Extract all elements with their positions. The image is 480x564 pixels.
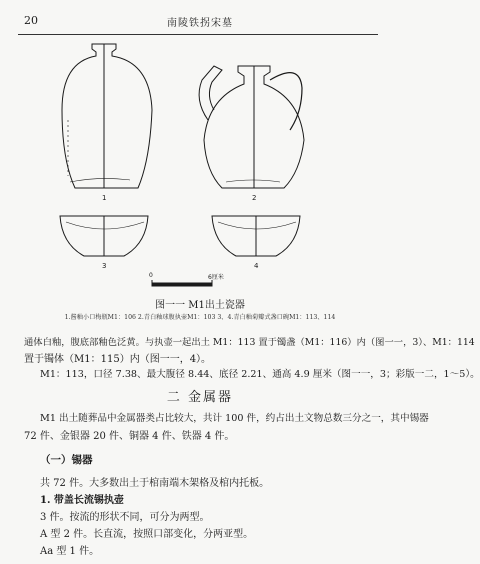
paragraph-3-line-1: M1 出土随葬品中金属器类占比较大，共计 100 件，约占出土文物总数三分之一，其中锡器 (40, 413, 429, 424)
vase-drawing (62, 44, 152, 188)
figure-illustration (0, 0, 400, 295)
section-heading: 二 金属器 (166, 390, 234, 405)
item-1-title: 1. 带盖长流锡执壶 (40, 495, 124, 506)
item-1-line-3: Aa 型 1 件。 (40, 546, 100, 557)
page-number: 20 (24, 14, 38, 27)
running-header: 南陵铁拐宋墓 (167, 18, 233, 29)
paragraph-2: M1：113，口径 7.38、最大腹径 8.44、底径 2.21、通高 4.9 厘米（图一一，3；彩版一二，1～5）。 (40, 369, 480, 380)
subsection-heading: （一）锡器 (40, 454, 93, 466)
paragraph-4: 共 72 件。大多数出土于棺南端木架格及棺内托板。 (40, 478, 270, 489)
item-1-line-1: 3 件。按流的形状不同，可分为两型。 (40, 512, 210, 523)
ewer-drawing (199, 66, 304, 188)
bowl-drawing-3 (60, 216, 148, 256)
figure-caption: 图一一 M1出土瓷器 (155, 300, 245, 311)
figure-number-2: 2 (252, 194, 257, 202)
figure-number-4: 4 (254, 262, 259, 270)
scale-bar (152, 280, 212, 286)
item-1-line-2: A 型 2 件。长直流，按照口部变化，分两亚型。 (40, 529, 254, 540)
bowl-drawing-4 (212, 216, 300, 256)
paragraph-1-line-2: 置于镯体（M1：115）内（图一一，4）。 (24, 354, 212, 365)
figure-sub-caption: 1.酱釉小口梅瓶M1：106 2.青白釉球腹执壶M1：103 3、4.青白釉菊瓣式盏口碗M1：113、114 (64, 314, 336, 321)
scale-label-zero: 0 (149, 272, 153, 279)
paragraph-3-line-2: 72 件、金银器 20 件、铜器 4 件、铁器 4 件。 (24, 431, 235, 442)
paragraph-1-line-1: 通体白釉，腹底部釉色泛黄。与执壶一起出土 M1：113 置于镯盏（M1：116）内（图一一，3）、M1：114 (24, 337, 475, 348)
figure-number-3: 3 (102, 262, 107, 270)
figure-number-1: 1 (102, 194, 107, 202)
scale-label-six: 6厘米 (208, 274, 224, 281)
